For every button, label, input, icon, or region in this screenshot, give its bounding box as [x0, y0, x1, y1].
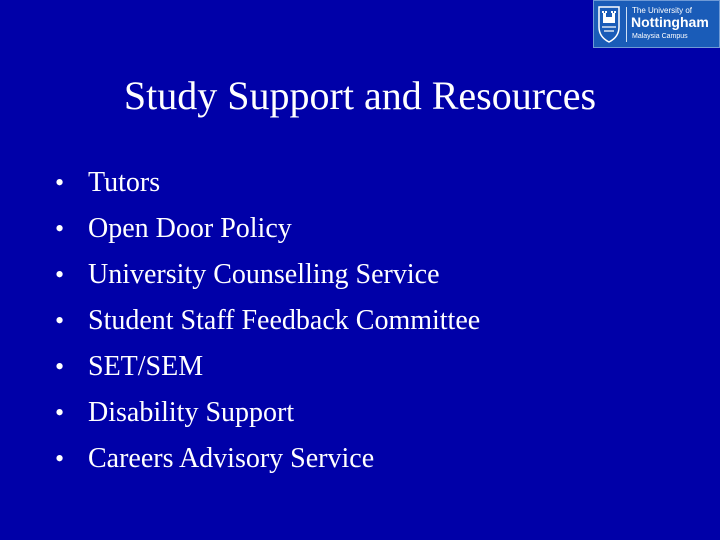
bullet-icon: •: [55, 260, 65, 289]
bullet-text: Student Staff Feedback Committee: [88, 305, 481, 336]
slide-title: Study Support and Resources: [123, 73, 597, 118]
logo-line-2: Nottingham: [631, 14, 709, 30]
bullet-text: Careers Advisory Service: [88, 443, 375, 474]
bullet-icon: •: [55, 306, 65, 335]
university-logo: [593, 0, 720, 48]
bullet-text: SET/SEM: [88, 351, 204, 382]
bullet-text: Disability Support: [88, 397, 295, 428]
logo-line-1: The University of: [632, 6, 693, 15]
bullet-text: Tutors: [88, 167, 161, 198]
logo-line-3: Malaysia Campus: [632, 33, 688, 40]
bullet-text: University Counselling Service: [88, 259, 440, 290]
bullet-icon: •: [55, 444, 65, 473]
bullet-icon: •: [55, 352, 65, 381]
bullet-icon: •: [55, 214, 65, 243]
bullet-text: Open Door Policy: [88, 213, 292, 244]
logo-divider: [626, 7, 627, 42]
castle-crest-icon: [598, 5, 620, 43]
bullet-icon: •: [55, 168, 65, 197]
bullet-icon: •: [55, 398, 65, 427]
